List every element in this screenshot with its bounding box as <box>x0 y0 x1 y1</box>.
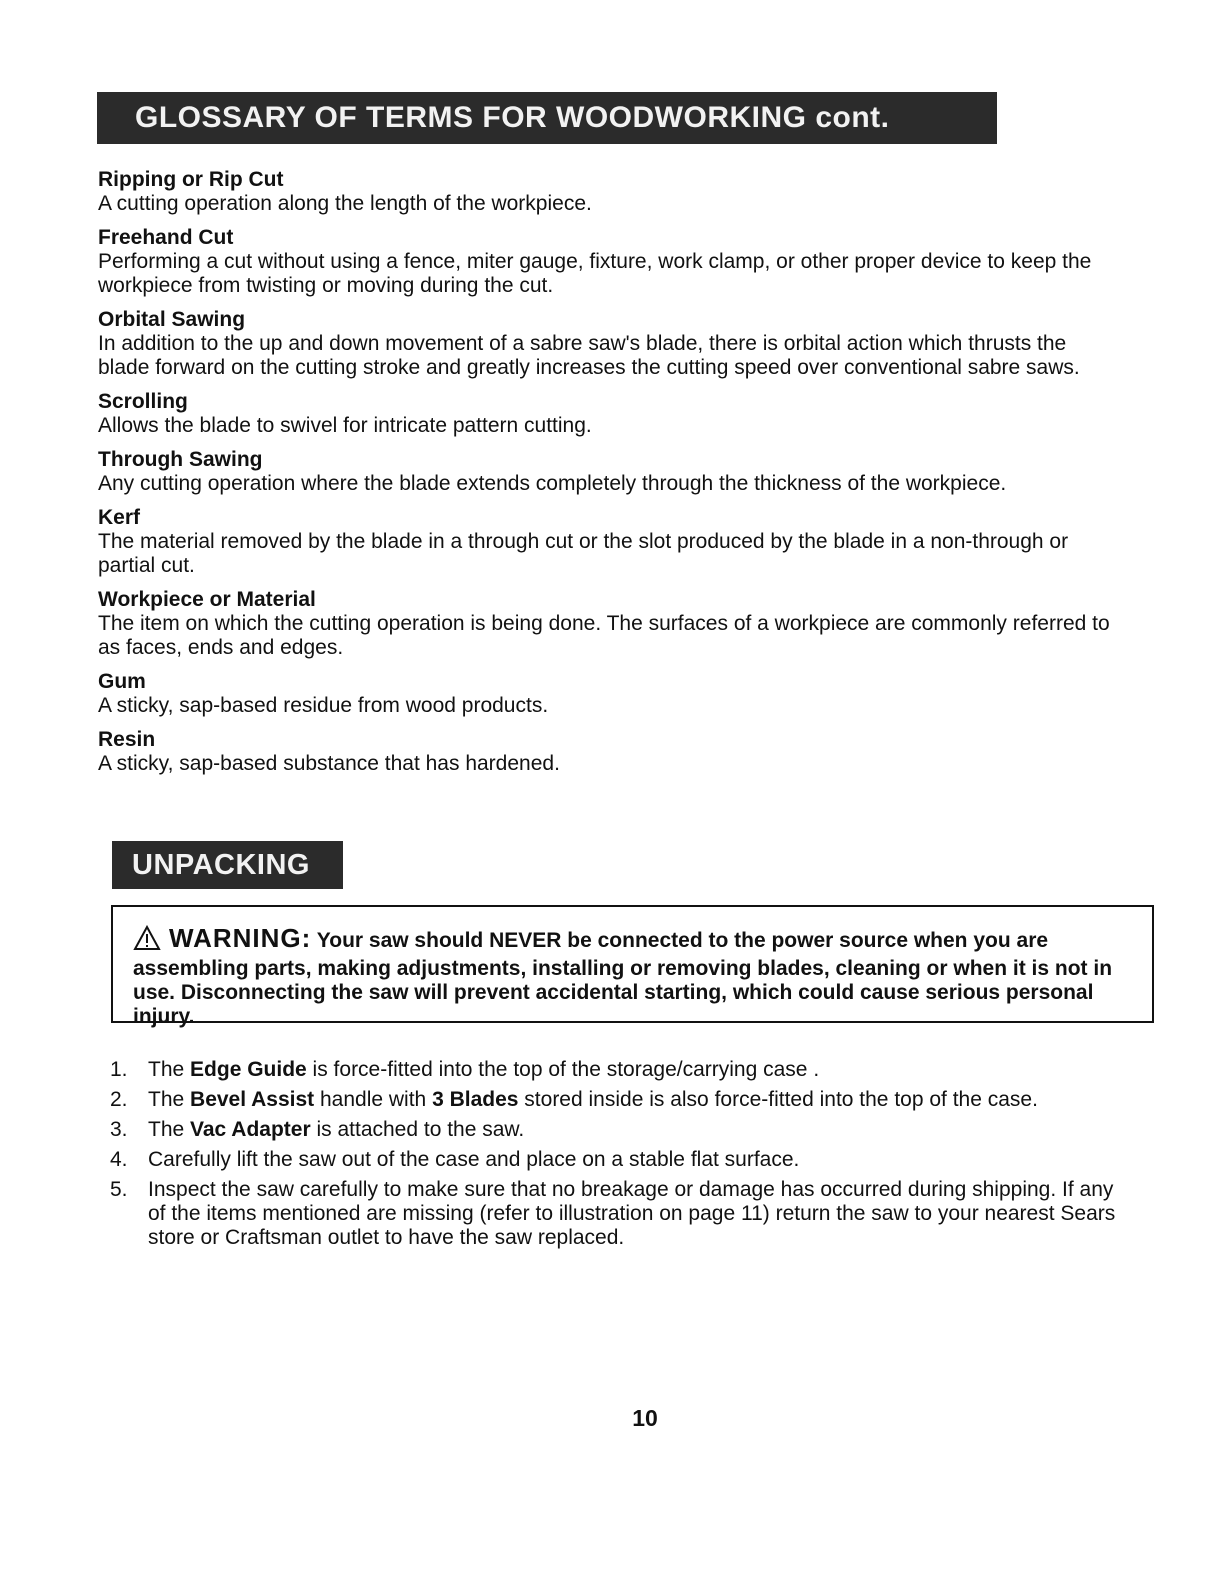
term-definition: A cutting operation along the length of the workpiece. <box>98 192 592 215</box>
step-text: The Vac Adapter is attached to the saw. <box>148 1118 525 1141</box>
term-definition: The material removed by the blade in a through cut or the slot produced by the blade in a non-through or partial cut. <box>98 530 1069 577</box>
glossary-term <box>98 390 1118 438</box>
list-item <box>110 1178 1120 1250</box>
step-number: 1. <box>110 1058 128 1081</box>
glossary-list <box>98 168 1118 786</box>
term-title: Gum <box>98 670 146 693</box>
term-definition: A sticky, sap-based residue from wood products. <box>98 694 549 717</box>
term-title: Orbital Sawing <box>98 308 246 331</box>
term-definition: The item on which the cutting operation is being done. The surfaces of a workpiece are commonly referred to as faces, ends and edges. <box>98 612 1110 659</box>
step-text: The Bevel Assist handle with 3 Blades stored inside is also force-fitted into the top of the case. <box>148 1088 1038 1111</box>
term-definition: In addition to the up and down movement of a sabre saw's blade, there is orbital action which thrusts the blade forward on the cutting stroke and greatly increases the cutting speed over conventional sabre saws. <box>98 332 1080 379</box>
glossary-term <box>98 506 1118 578</box>
term-definition: A sticky, sap-based substance that has hardened. <box>98 752 560 775</box>
glossary-term <box>98 168 1118 216</box>
term-title: Ripping or Rip Cut <box>98 168 284 191</box>
list-item <box>110 1058 1120 1082</box>
page-number: 10 <box>632 1405 658 1431</box>
term-title: Scrolling <box>98 390 188 413</box>
term-definition: Performing a cut without using a fence, miter gauge, fixture, work clamp, or other proper device to keep the workpiece from twisting or moving during the cut. <box>98 250 1092 297</box>
glossary-term <box>98 670 1118 718</box>
glossary-term <box>98 308 1118 380</box>
term-title: Through Sawing <box>98 448 263 471</box>
term-definition: Any cutting operation where the blade extends completely through the thickness of the workpiece. <box>98 472 1007 495</box>
term-title: Kerf <box>98 506 141 529</box>
step-text: The Edge Guide is force-fitted into the top of the storage/carrying case . <box>148 1058 820 1081</box>
glossary-section-header: GLOSSARY OF TERMS FOR WOODWORKING cont. <box>97 92 997 144</box>
warning-triangle-icon <box>133 925 161 957</box>
unpacking-steps <box>110 1058 1120 1256</box>
step-number: 4. <box>110 1148 128 1171</box>
term-title: Resin <box>98 728 156 751</box>
list-item <box>110 1088 1120 1112</box>
warning-box <box>111 905 1154 1028</box>
glossary-term <box>98 448 1118 496</box>
step-text: Carefully lift the saw out of the case and place on a stable flat surface. <box>148 1148 800 1171</box>
warning-label: WARNING: <box>169 923 312 953</box>
glossary-term <box>98 728 1118 776</box>
unpacking-section-header: UNPACKING <box>112 841 343 889</box>
term-title: Workpiece or Material <box>98 588 316 611</box>
list-item <box>110 1148 1120 1172</box>
step-text: Inspect the saw carefully to make sure that no breakage or damage has occurred during shipping. If any of the items mentioned are missing (refer to illustration on page 11) return the saw to your nearest Sears store or Craftsman outlet to have the saw replaced. <box>148 1178 1116 1249</box>
step-number: 5. <box>110 1178 128 1201</box>
step-number: 2. <box>110 1088 128 1111</box>
glossary-term <box>98 588 1118 660</box>
warning-text: Your saw should NEVER be connected to the power source when you are assembling parts, making adjustments, installing or removing blades, cleaning or when it is not in use. Disconnecting the saw will prevent accidental starting, which could cause serious personal injury. <box>133 929 1113 1028</box>
term-definition: Allows the blade to swivel for intricate pattern cutting. <box>98 414 592 437</box>
step-number: 3. <box>110 1118 128 1141</box>
glossary-term <box>98 226 1118 298</box>
list-item <box>110 1118 1120 1142</box>
term-title: Freehand Cut <box>98 226 234 249</box>
